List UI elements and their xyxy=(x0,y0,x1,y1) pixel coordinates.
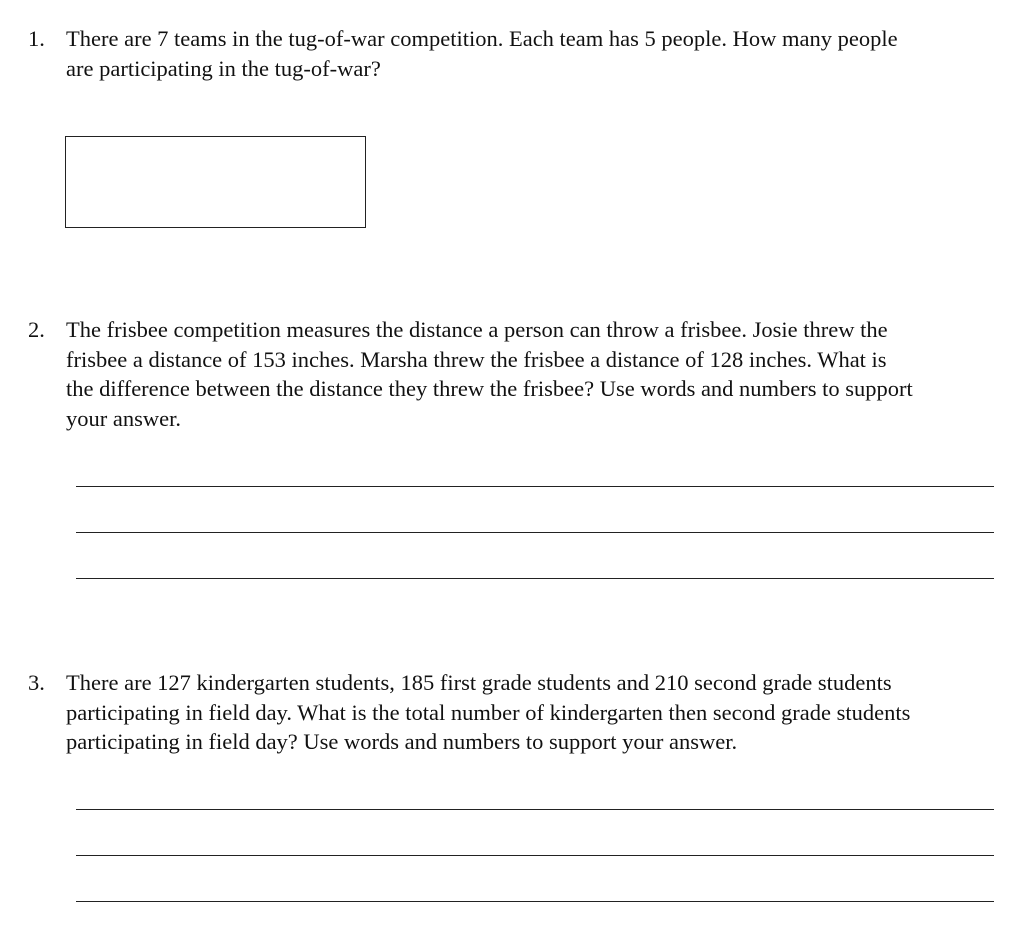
question-line: are participating in the tug-of-war? xyxy=(66,55,381,81)
question-number: 1. xyxy=(28,26,45,51)
question-line: frisbee a distance of 153 inches. Marsha threw the frisbee a distance of 128 inches. What is xyxy=(66,346,887,372)
answer-line[interactable] xyxy=(76,809,994,810)
question-text xyxy=(66,315,1014,433)
answer-line[interactable] xyxy=(76,855,994,856)
answer-box[interactable] xyxy=(65,136,366,228)
question-text xyxy=(66,668,1014,757)
question-line: There are 7 teams in the tug-of-war competition. Each team has 5 people. How many people xyxy=(66,26,898,51)
question-line: participating in field day. What is the total number of kindergarten then second grade students xyxy=(66,699,911,725)
question-line: participating in field day? Use words and numbers to support your answer. xyxy=(66,729,738,754)
question-line: The frisbee competition measures the distance a person can throw a frisbee. Josie threw the xyxy=(66,317,888,342)
question-line: your answer. xyxy=(66,405,181,431)
question-text xyxy=(66,24,1014,83)
question-number: 3. xyxy=(28,670,45,695)
answer-line[interactable] xyxy=(76,532,994,533)
answer-line[interactable] xyxy=(76,486,994,487)
answer-line[interactable] xyxy=(76,578,994,579)
answer-line[interactable] xyxy=(76,901,994,902)
question-line: There are 127 kindergarten students, 185 first grade students and 210 second grade students xyxy=(66,670,892,695)
question-number: 2. xyxy=(28,317,45,342)
question-line: the difference between the distance they threw the frisbee? Use words and numbers to support xyxy=(66,376,913,401)
